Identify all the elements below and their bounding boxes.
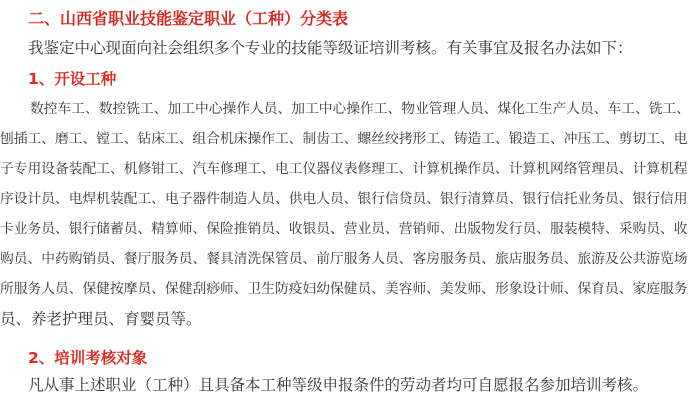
occupation-line: 数控车工、数控铣工、加工中心操作人员、加工中心操作工、物业管理人员、煤化工生产人员、车工、铣工、 bbox=[30, 101, 691, 117]
occupation-line: 员、养老护理员、育婴员等。 bbox=[0, 310, 202, 328]
intro-paragraph: 我鉴定中心现面向社会组织多个专业的技能等级证培训考核。有关事宜及报名办法如下： bbox=[28, 39, 633, 57]
occupation-line: 序设计员、电焊机装配工、电子器件制造人员、供电人员、银行信贷员、银行清算员、银行信托业务员、银行信用 bbox=[0, 191, 688, 207]
subsection-title-occupations: 1、开设工种 bbox=[28, 70, 117, 88]
subsection-title-trainees: 2、培训考核对象 bbox=[28, 349, 148, 367]
occupation-line: 卡业务员、银行储蓄员、精算师、保险推销员、收银员、营业员、营销师、出版物发行员、服装模特、采购员、收 bbox=[0, 221, 688, 237]
section-heading: 二、山西省职业技能鉴定职业（工种）分类表 bbox=[28, 9, 349, 28]
occupation-line: 刨插工、磨工、镗工、钻床工、组合机床操作工、制齿工、螺丝绞拷形工、铸造工、锻造工、冲压工、剪切工、电 bbox=[0, 131, 688, 147]
occupation-line: 购员、中药购销员、餐厅服务员、餐具清洗保管员、前厅服务人员、客房服务员、旅店服务员、旅游及公共游览场 bbox=[0, 251, 688, 267]
occupation-line: 子专用设备装配工、机修钳工、汽车修理工、电工仪器仪表修理工、计算机操作员、计算机网络管理员、计算机程 bbox=[0, 161, 688, 177]
trainee-eligibility-paragraph: 凡从事上述职业（工种）且具备本工种等级申报条件的劳动者均可自愿报名参加培训考核。 bbox=[28, 376, 649, 394]
occupation-line: 所服务人员、保健按摩员、保健刮痧师、卫生防疫妇幼保健员、美容师、美发师、形象设计师、保育员、家庭服务 bbox=[0, 281, 688, 297]
